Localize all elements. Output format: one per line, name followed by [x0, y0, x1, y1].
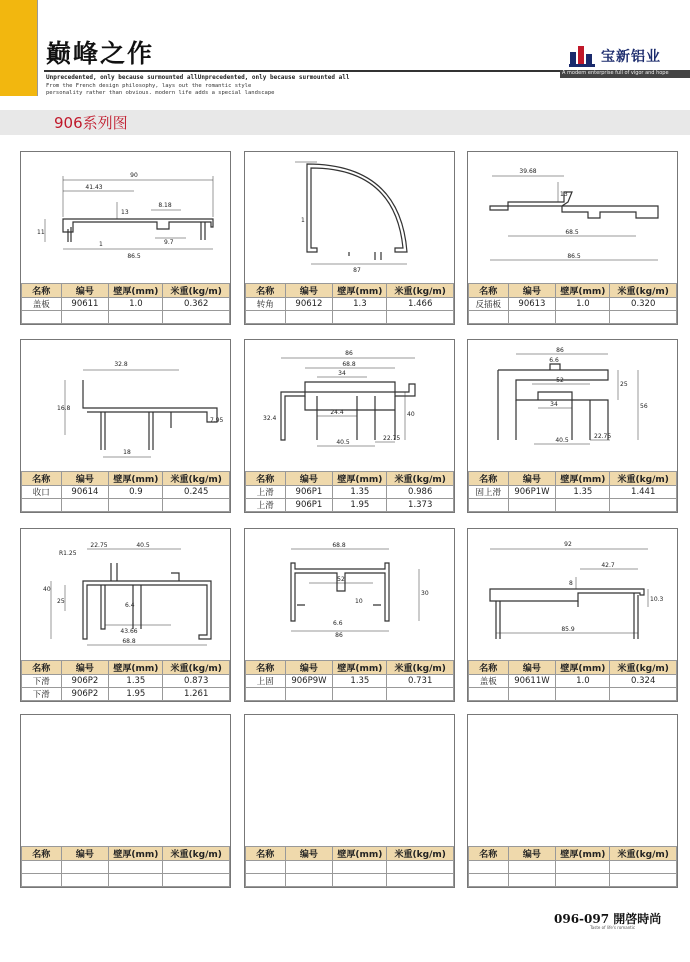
- profile-card-empty: [467, 714, 678, 888]
- col-header-name: 名称: [22, 661, 62, 675]
- col-header-code: 编号: [508, 661, 556, 675]
- table-row: 收口 90614 0.9 0.245: [22, 486, 230, 499]
- spec-table: [468, 846, 677, 887]
- dim-label: 56: [640, 403, 648, 410]
- col-header-name: 名称: [22, 472, 62, 486]
- dim-label: 7.95: [210, 417, 224, 424]
- spec-table: [21, 660, 230, 701]
- dim-label: 11: [37, 229, 45, 236]
- table-row: 下滑 906P2 1.35 0.873: [22, 675, 230, 688]
- col-header-thickness: 壁厚(mm): [109, 847, 163, 861]
- col-header-name: 名称: [469, 661, 509, 675]
- dim-label: 41.43: [85, 184, 103, 191]
- col-header-code: 编号: [285, 472, 333, 486]
- col-header-thickness: 壁厚(mm): [556, 284, 610, 298]
- page-title: 巅峰之作: [46, 39, 155, 68]
- profile-card-906P9W: [244, 528, 455, 702]
- dim-label: 40.5: [336, 439, 350, 446]
- table-row: 上固 906P9W 1.35 0.731: [246, 675, 454, 688]
- dim-label: 34: [338, 370, 346, 377]
- col-header-weight: 米重(kg/m): [163, 284, 230, 298]
- col-header-weight: 米重(kg/m): [610, 472, 677, 486]
- col-header-thickness: 壁厚(mm): [109, 472, 163, 486]
- dim-label: 1: [301, 217, 305, 224]
- col-header-code: 编号: [61, 472, 109, 486]
- header-subtext-1: From the French design philosophy, lays out the romantic style: [46, 83, 252, 89]
- col-header-weight: 米重(kg/m): [610, 847, 677, 861]
- dim-label: 22.75: [90, 542, 108, 549]
- table-row: [22, 861, 230, 874]
- dim-label: 25: [620, 381, 628, 388]
- dim-label: 25: [57, 598, 65, 605]
- table-row: 固上滑 906P1W 1.35 1.441: [469, 486, 677, 499]
- col-header-name: 名称: [22, 847, 62, 861]
- col-header-weight: 米重(kg/m): [163, 847, 230, 861]
- col-header-weight: 米重(kg/m): [387, 284, 454, 298]
- series-title: 906系列图: [54, 114, 128, 132]
- table-row: 上滑 906P1 1.35 0.986: [246, 486, 454, 499]
- col-header-weight: 米重(kg/m): [163, 661, 230, 675]
- col-header-code: 编号: [508, 847, 556, 861]
- spec-table: [21, 846, 230, 887]
- profile-drawing: [468, 152, 677, 276]
- dim-label: 52: [337, 576, 345, 583]
- col-header-name: 名称: [469, 847, 509, 861]
- col-header-name: 名称: [246, 661, 286, 675]
- dim-label: 13: [121, 209, 129, 216]
- dim-label: 6.6: [549, 357, 559, 364]
- dim-label: 87: [353, 267, 361, 274]
- col-header-thickness: 壁厚(mm): [333, 284, 387, 298]
- table-row: 盖板 90611W 1.0 0.324: [469, 675, 677, 688]
- header-divider-vertical: [37, 0, 38, 96]
- table-row: 盖板 90611 1.0 0.362: [22, 298, 230, 311]
- dim-label: 16.8: [57, 405, 71, 412]
- spec-table: [21, 283, 230, 324]
- dim-label: 18: [123, 449, 131, 456]
- col-header-code: 编号: [61, 661, 109, 675]
- brand-tagline: A modern enterprise full of vigor and hope: [562, 70, 669, 76]
- spec-table: [245, 846, 454, 887]
- spec-table: [468, 283, 677, 324]
- header-color-tab: [0, 0, 37, 96]
- dim-label: 40.5: [136, 542, 150, 549]
- profile-drawing: [468, 529, 677, 653]
- header-subtext-2: personality rather than obvious. modern life adds a special landscape: [46, 90, 275, 96]
- profile-card-90614: [20, 339, 231, 513]
- header-slogan: Unprecedented, only because surmounted allUnprecedented, only because surmounted all: [46, 74, 350, 81]
- col-header-code: 编号: [508, 472, 556, 486]
- dim-label: 6.6: [333, 620, 343, 627]
- col-header-weight: 米重(kg/m): [387, 847, 454, 861]
- page-number: 096-097 開啓時尚: [554, 912, 662, 926]
- dim-label: 1: [99, 241, 103, 248]
- table-row: [246, 874, 454, 887]
- col-header-name: 名称: [469, 472, 509, 486]
- col-header-thickness: 壁厚(mm): [333, 661, 387, 675]
- dim-label: 13: [560, 191, 568, 198]
- col-header-thickness: 壁厚(mm): [333, 472, 387, 486]
- col-header-weight: 米重(kg/m): [163, 472, 230, 486]
- col-header-code: 编号: [285, 661, 333, 675]
- dim-label: 90: [130, 172, 138, 179]
- table-row: [22, 499, 230, 512]
- col-header-weight: 米重(kg/m): [610, 284, 677, 298]
- profile-drawing: [21, 529, 230, 653]
- table-row: [22, 874, 230, 887]
- table-row: 转角 90612 1.3 1.466: [246, 298, 454, 311]
- table-row: [469, 688, 677, 701]
- dim-label: 32.8: [114, 361, 128, 368]
- dim-label: 39.68: [519, 168, 537, 175]
- table-row: [469, 499, 677, 512]
- table-row: [246, 688, 454, 701]
- dim-label: 43.66: [120, 628, 138, 635]
- col-header-code: 编号: [61, 847, 109, 861]
- profile-drawing: [21, 152, 230, 276]
- dim-label: 86.5: [127, 253, 141, 260]
- dim-label: R1.25: [59, 550, 77, 557]
- dim-label: 6.4: [125, 602, 135, 609]
- profile-card-906P1W: [467, 339, 678, 513]
- col-header-name: 名称: [469, 284, 509, 298]
- dim-label: 40: [407, 411, 415, 418]
- dim-label: 68.8: [332, 542, 346, 549]
- profile-drawing: [245, 340, 454, 464]
- col-header-thickness: 壁厚(mm): [109, 661, 163, 675]
- col-header-code: 编号: [61, 284, 109, 298]
- dim-label: 32.4: [263, 415, 277, 422]
- col-header-code: 编号: [508, 284, 556, 298]
- table-row: [469, 311, 677, 324]
- dim-label: 86: [335, 632, 343, 639]
- col-header-code: 编号: [285, 284, 333, 298]
- dim-label: 34: [550, 401, 558, 408]
- brand-mark-icon: [568, 42, 598, 68]
- dim-label: 8.18: [158, 202, 172, 209]
- dim-label: 30: [421, 590, 429, 597]
- table-row: 上滑 906P1 1.95 1.373: [246, 499, 454, 512]
- profile-drawing: [21, 340, 230, 464]
- dim-label: 52: [556, 377, 564, 384]
- table-row: [246, 311, 454, 324]
- col-header-name: 名称: [246, 284, 286, 298]
- spec-table: [468, 471, 677, 512]
- col-header-name: 名称: [22, 284, 62, 298]
- profile-card-empty: [244, 714, 455, 888]
- spec-table: [468, 660, 677, 701]
- dim-label: 22.75: [594, 433, 612, 440]
- col-header-thickness: 壁厚(mm): [333, 847, 387, 861]
- table-row: 反插板 90613 1.0 0.320: [469, 298, 677, 311]
- dim-label: 42.7: [601, 562, 615, 569]
- dim-label: 86: [345, 350, 353, 357]
- col-header-weight: 米重(kg/m): [610, 661, 677, 675]
- dim-label: 68.5: [565, 229, 579, 236]
- dim-label: 68.8: [122, 638, 136, 645]
- col-header-thickness: 壁厚(mm): [109, 284, 163, 298]
- profile-drawing: [245, 529, 454, 653]
- profile-card-906P2: [20, 528, 231, 702]
- dim-label: 10.3: [650, 596, 664, 603]
- profile-drawing: [468, 340, 677, 464]
- dim-label: 22.75: [383, 435, 401, 442]
- profile-card-empty: [20, 714, 231, 888]
- col-header-code: 编号: [285, 847, 333, 861]
- profile-card-90611W: [467, 528, 678, 702]
- profile-card-90611: [20, 151, 231, 325]
- spec-table: [245, 471, 454, 512]
- dim-label: 85.9: [561, 626, 575, 633]
- table-row: [246, 861, 454, 874]
- col-header-thickness: 壁厚(mm): [556, 472, 610, 486]
- table-row: [22, 311, 230, 324]
- dim-label: 9.7: [164, 239, 174, 246]
- col-header-thickness: 壁厚(mm): [556, 661, 610, 675]
- dim-label: 40.5: [555, 437, 569, 444]
- spec-table: [21, 471, 230, 512]
- brand-name: 宝新铝业: [601, 49, 661, 65]
- dim-label: 68.8: [342, 361, 356, 368]
- col-header-name: 名称: [246, 847, 286, 861]
- profile-card-90612: [244, 151, 455, 325]
- table-row: [469, 861, 677, 874]
- dim-label: 8: [569, 580, 573, 587]
- col-header-weight: 米重(kg/m): [387, 661, 454, 675]
- spec-table: [245, 283, 454, 324]
- dim-label: 10: [355, 598, 363, 605]
- spec-table: [245, 660, 454, 701]
- table-row: 下滑 906P2 1.95 1.261: [22, 688, 230, 701]
- profile-card-906P1: [244, 339, 455, 513]
- col-header-thickness: 壁厚(mm): [556, 847, 610, 861]
- brand-logo: [568, 40, 678, 70]
- series-band: [0, 110, 690, 135]
- footer-subtext: Taste of life's romantic: [590, 925, 636, 930]
- dim-label: 24.4: [330, 409, 344, 416]
- profile-card-90613: [467, 151, 678, 325]
- table-row: [469, 874, 677, 887]
- dim-label: 40: [43, 586, 51, 593]
- col-header-weight: 米重(kg/m): [387, 472, 454, 486]
- dim-label: 86.5: [567, 253, 581, 260]
- dim-label: 92: [564, 541, 572, 548]
- profile-drawing: [245, 152, 454, 276]
- col-header-name: 名称: [246, 472, 286, 486]
- dim-label: 86: [556, 347, 564, 354]
